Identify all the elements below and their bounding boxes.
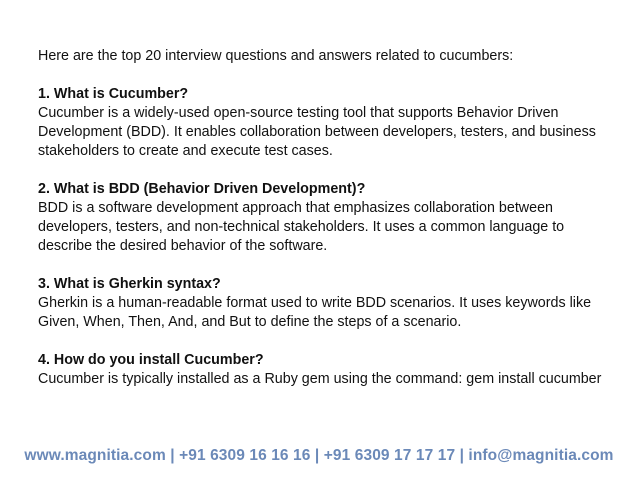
intro-text: Here are the top 20 interview questions and answers related to cucumbers: [38,48,514,64]
answer-4: Cucumber is typically installed as a Ruby gem using the command: gem install cucumber [38,371,602,387]
question-2: 2. What is BDD (Behavior Driven Development)? [38,181,366,197]
qa-item-2 [38,180,608,256]
qa-item-1 [38,85,608,161]
question-4: 4. How do you install Cucumber? [38,352,264,368]
qa-item-4 [38,351,608,389]
answer-1: Cucumber is a widely-used open-source testing tool that supports Behavior Driven Development (BDD). It enables collaboration between developers, testers, and business stakeholders to create and execute test cases. [38,105,596,159]
answer-3: Gherkin is a human-readable format used to write BDD scenarios. It uses keywords like Given, When, Then, And, and But to define the steps of a scenario. [38,295,592,330]
answer-2: BDD is a software development approach that emphasizes collaboration between developers, testers, and non-technical stakeholders. It uses a common language to describe the desired behavior of the software. [38,200,565,254]
slide-content [38,47,608,408]
question-1: 1. What is Cucumber? [38,86,189,102]
qa-item-3 [38,275,608,332]
question-3: 3. What is Gherkin syntax? [38,276,221,292]
contact-footer: www.magnitia.com | +91 6309 16 16 16 | +91 6309 17 17 17 | info@magnitia.com [24,447,614,464]
